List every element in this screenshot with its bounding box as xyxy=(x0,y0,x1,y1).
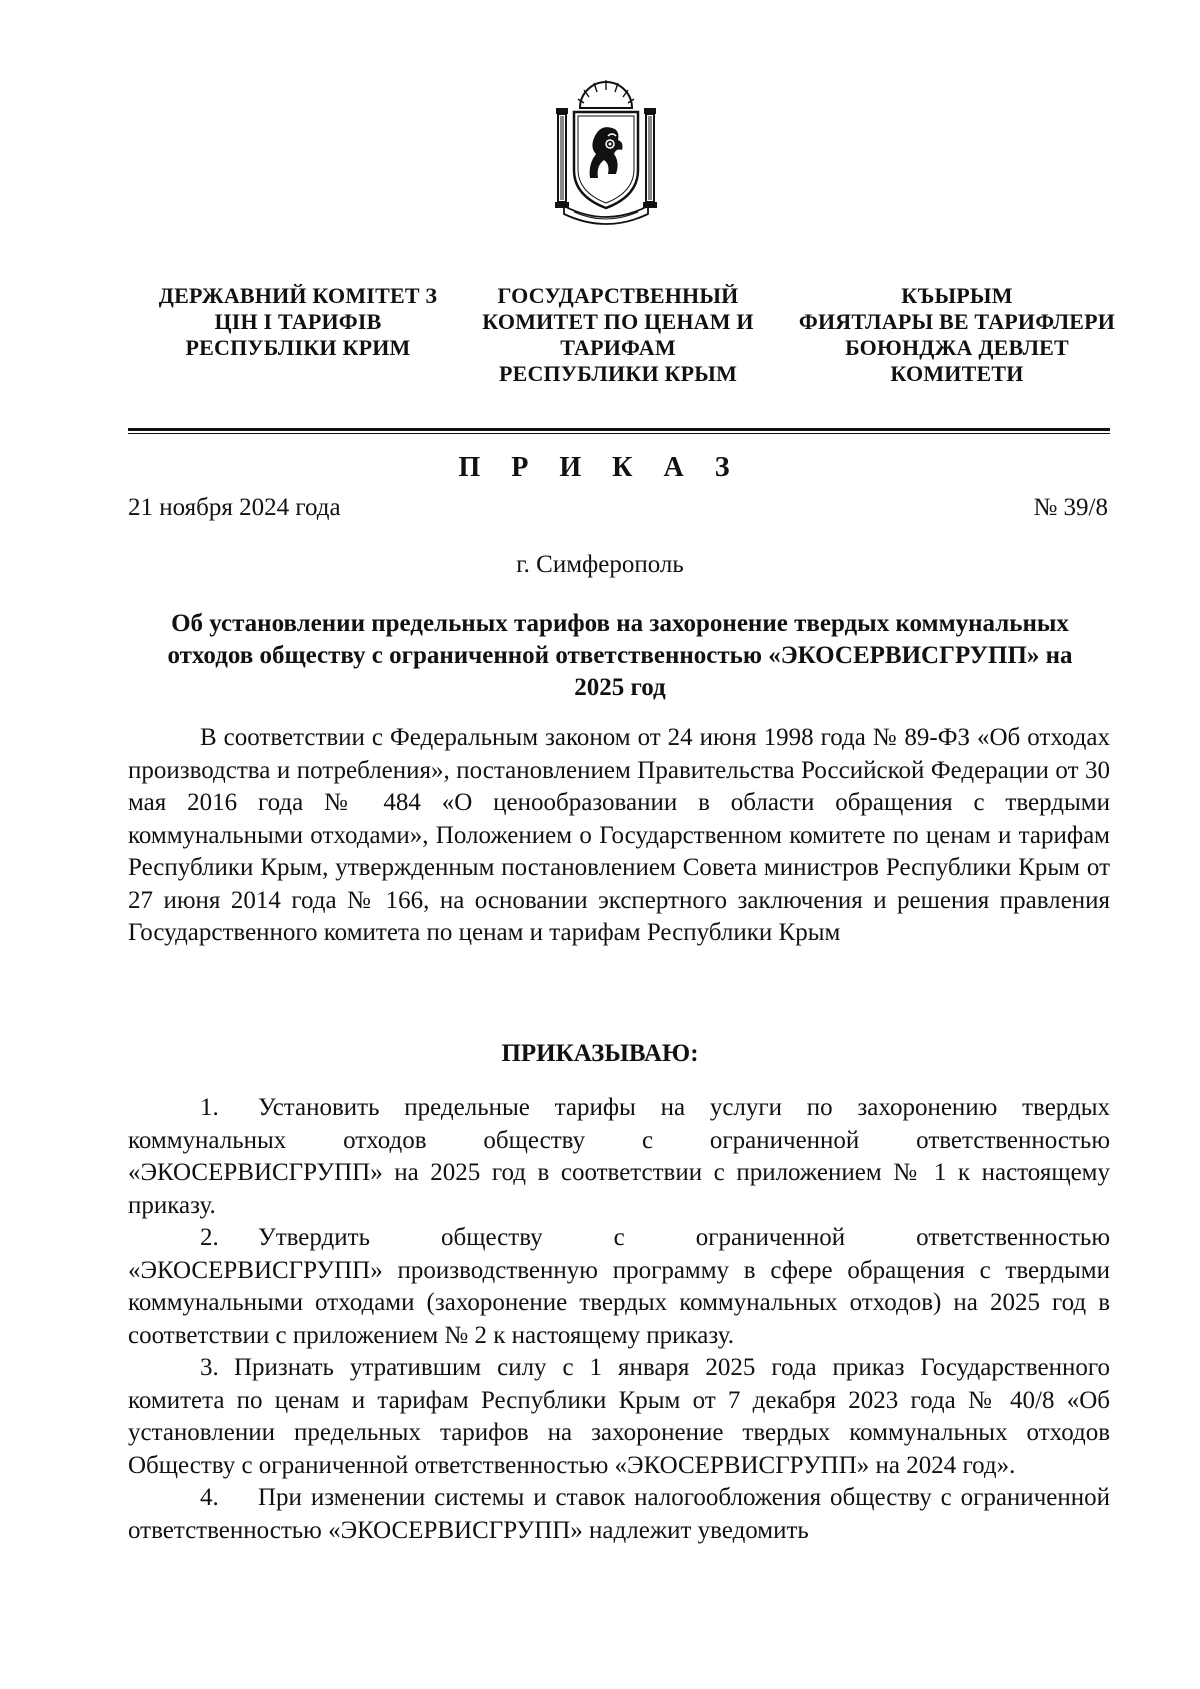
header-ukrainian xyxy=(138,283,458,361)
document-date: 21 ноября 2024 года xyxy=(128,494,341,521)
document-number: № 39/8 xyxy=(1033,494,1108,521)
order-item xyxy=(128,1482,1110,1547)
header-line: РЕСПУБЛІКИ КРИМ xyxy=(185,335,411,360)
header-line: КОМИТЕТИ xyxy=(890,361,1024,386)
document-type: П Р И К А З xyxy=(458,452,742,483)
header-line: РЕСПУБЛИКИ КРЫМ xyxy=(498,361,738,386)
header-line: ЦІН І ТАРИФІВ xyxy=(214,309,382,334)
decree-heading: ПРИКАЗЫВАЮ: xyxy=(501,1040,699,1067)
item-number: 2. xyxy=(200,1224,219,1251)
header-line: ДЕРЖАВНИЙ КОМІТЕТ З xyxy=(158,283,438,308)
item-number: 4. xyxy=(200,1484,219,1511)
header-crimean-tatar xyxy=(798,283,1116,387)
preamble-paragraph: В соответствии с Федеральным законом от 24 июня 1998 года № 89-ФЗ «Об отходах производства и потребления», постановлением Правительства Российской Федерации от 30 мая 2016 года № 484 «О ценообразовании в области обращения с твердыми коммунальными отходами», Положением о Государственном комитете по ценам и тарифам Республики Крым, утвержденным постановлением Совета министров Республики Крым от 27 июня 2014 года № 166, на основании экспертного заключения и решения правления Государственного комитета по ценам и тарифам Республики Крым xyxy=(128,724,1110,946)
item-text: Утвердить обществу с ограниченной ответственностью «ЭКОСЕРВИСГРУПП» производственную программу в сфере обращения с твердыми коммунальными отходами (захоронение твердых коммунальных отходов) на 2025 год в соответствии с приложением № 2 к настоящему приказу. xyxy=(128,1224,1110,1349)
header-line: БОЮНДЖА ДЕВЛЕТ xyxy=(845,335,1069,360)
header-line: ТАРИФАМ xyxy=(560,335,676,360)
header-line: КЪЫРЫМ xyxy=(901,283,1013,308)
order-item xyxy=(128,1352,1110,1482)
coat-of-arms-icon xyxy=(550,78,662,226)
header-line: КОМИТЕТ ПО ЦЕНАМ И xyxy=(482,309,754,334)
item-text: Установить предельные тарифы на услуги по захоронению твердых коммунальных отходов обществу с ограниченной ответственностью «ЭКОСЕРВИСГРУПП» на 2025 год в соответствии с приложением № 1 к настоящему приказу. xyxy=(128,1094,1110,1219)
header-russian xyxy=(462,283,774,387)
document-subject: Об установлении предельных тарифов на захоронение твердых коммунальных отходов обществу с ограниченной ответственностью «ЭКОСЕРВИСГРУПП» на 2025 год xyxy=(167,610,1073,701)
item-text: Признать утратившим силу с 1 января 2025 года приказ Государственного комитета по ценам и тарифам Республики Крым от 7 декабря 2023 года № 40/8 «Об установлении предельных тарифов на захоронение твердых коммунальных отходов Обществу с ограниченной ответственностью «ЭКОСЕРВИСГРУПП» на 2024 год». xyxy=(128,1354,1110,1479)
item-number: 1. xyxy=(200,1094,219,1121)
header-line: ФИЯТЛАРЫ ВЕ ТАРИФЛЕРИ xyxy=(798,309,1116,334)
order-item xyxy=(128,1092,1110,1222)
item-text: При изменении системы и ставок налогообложения обществу с ограниченной ответственностью «ЭКОСЕРВИСГРУПП» надлежит уведомить xyxy=(128,1484,1110,1544)
item-number: 3. xyxy=(200,1354,219,1381)
order-items xyxy=(128,1092,1110,1547)
header-divider-thin xyxy=(128,433,1110,434)
document-city: г. Симферополь xyxy=(516,551,684,578)
header-line: ГОСУДАРСТВЕННЫЙ xyxy=(497,283,739,308)
header-divider xyxy=(128,428,1110,431)
order-item xyxy=(128,1222,1110,1352)
